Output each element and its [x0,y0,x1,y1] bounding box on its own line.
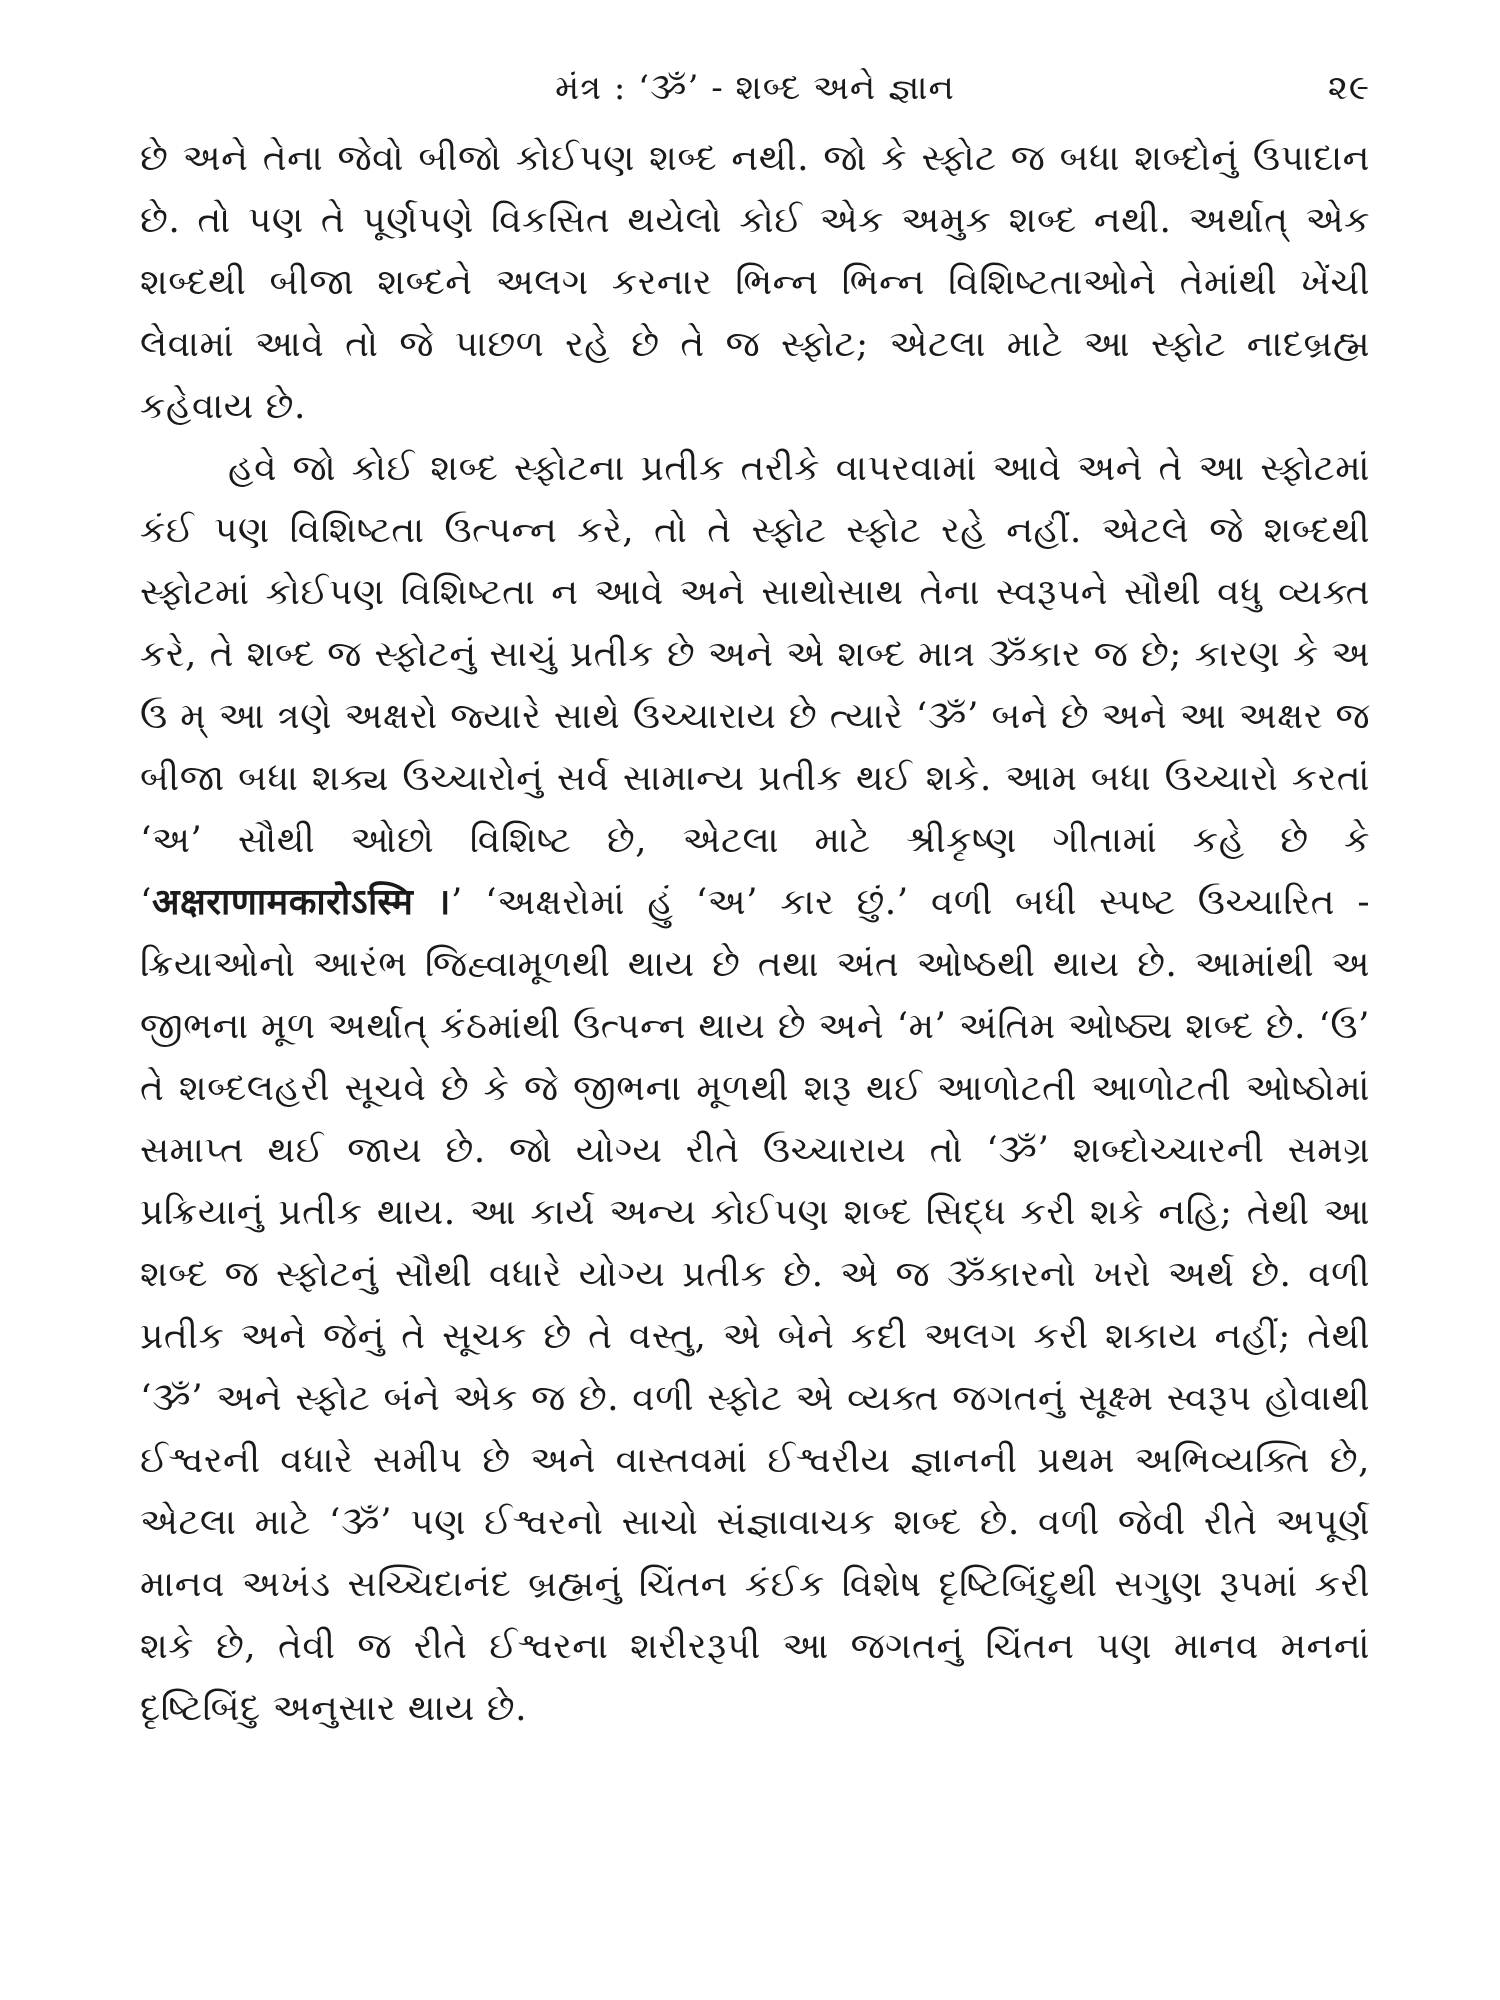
running-head [140,62,1370,114]
page-number: ૨૯ [1327,68,1370,108]
running-title: મંત્ર : ‘ૐ’ - શબ્દ અને જ્ઞાન [555,68,955,108]
sanskrit-quote: अक्षराणामकारोऽस्मि । [151,882,451,923]
paragraph-continued [140,128,1370,438]
body-text [140,128,1370,1740]
paragraph [140,438,1370,1740]
paragraph-text: છે અને તેના જેવો બીજો કોઈપણ શબ્દ નથી. જો કે સ્ફોટ જ બધા શબ્દોનું ઉપાદાન છે. તો પણ તે પૂર્ણપણે વિકસિત થયેલો કોઈ એક અમુક શબ્દ નથી. અર્થાત્ એક શબ્દથી બીજા શબ્દને અલગ કરનાર ભિન્ન ભિન્ન વિશિષ્ટતાઓને તેમાંથી ખેંચી લેવામાં આવે તો જે પાછળ રહે છે તે જ સ્ફોટ; એટલા માટે આ સ્ફોટ નાદબ્રહ્મ કહેવાય છે. [140,138,1370,427]
paragraph-text-after-quote: ’ ‘અક્ષરોમાં હું ‘અ’ કાર છું.’ વળી બધી સ્પષ્ટ ઉચ્ચારિત - ક્રિયાઓનો આરંભ જિહ્વામૂળથી થાય છે તથા અંત ઓષ્ઠથી થાય છે. આમાંથી અ જીભના મૂળ અર્થાત્ કંઠમાંથી ઉત્પન્ન થાય છે અને ‘મ’ અંતિમ ઓષ્ઠ્ય શબ્દ છે. ‘ઉ’ તે શબ્દલહરી સૂચવે છે કે જે જીભના મૂળથી શરૂ થઈ આળોટતી આળોટતી ઓષ્ઠોમાં સમાપ્ત થઈ જાય છે. જો યોગ્ય રીતે ઉચ્ચારાય તો ‘ૐ’ શબ્દોચ્ચારની સમગ્ર પ્રક્રિયાનું પ્રતીક થાય. આ કાર્ય અન્ય કોઈપણ શબ્દ સિદ્ધ કરી શકે નહિ; તેથી આ શબ્દ જ સ્ફોટનું સૌથી વધારે યોગ્ય પ્રતીક છે. એ જ ૐકારનો ખરો અર્થ છે. વળી પ્રતીક અને જેનું તે સૂચક છે તે વસ્તુ, એ બેને કદી અલગ કરી શકાય નહીં; તેથી ‘ૐ’ અને સ્ફોટ બંને એક જ છે. વળી સ્ફોટ એ વ્યક્ત જગતનું સૂક્ષ્મ સ્વરૂપ હોવાથી ઈશ્વરની વધારે સમીપ છે અને વાસ્તવમાં ઈશ્વરીય જ્ઞાનની પ્રથમ અભિવ્યક્તિ છે, એટલા માટે ‘ૐ’ પણ ઈશ્વરનો સાચો સંજ્ઞાવાચક શબ્દ છે. વળી જેવી રીતે અપૂર્ણ માનવ અખંડ સચ્ચિદાનંદ બ્રહ્મનું ચિંતન કંઈક વિશેષ દૃષ્ટિબિંદુથી સગુણ રૂપમાં કરી શકે છે, તેવી જ રીતે ઈશ્વરના શરીરરૂપી આ જગતનું ચિંતન પણ માનવ મનનાં દૃષ્ટિબિંદુ અનુસાર થાય છે. [140,882,1370,1729]
paragraph-text-before-quote: હવે જો કોઈ શબ્દ સ્ફોટના પ્રતીક તરીકે વાપરવામાં આવે અને તે આ સ્ફોટમાં કંઈ પણ વિશિષ્ટતા ઉત્પન્ન કરે, તો તે સ્ફોટ સ્ફોટ રહે નહીં. એટલે જે શબ્દથી સ્ફોટમાં કોઈપણ વિશિષ્ટતા ન આવે અને સાથોસાથ તેના સ્વરૂપને સૌથી વધુ વ્યક્ત કરે, તે શબ્દ જ સ્ફોટનું સાચું પ્રતીક છે અને એ શબ્દ માત્ર ૐકાર જ છે; કારણ કે અ ઉ મ્ આ ત્રણે અક્ષરો જ્યારે સાથે ઉચ્ચારાય છે ત્યારે ‘ૐ’ બને છે અને આ અક્ષર જ બીજા બધા શક્ય ઉચ્ચારોનું સર્વ સામાન્ય પ્રતીક થઈ શકે. આમ બધા ઉચ્ચારો કરતાં ‘અ’ સૌથી ઓછો વિશિષ્ટ છે, એટલા માટે શ્રીકૃષ્ણ ગીતામાં કહે છે કે ‘ [140,448,1370,923]
